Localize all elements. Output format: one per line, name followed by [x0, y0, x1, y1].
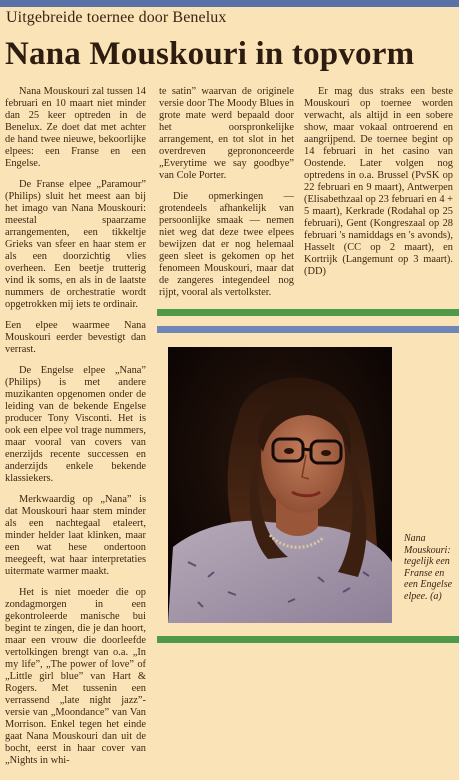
top-rule [0, 0, 459, 7]
paragraph: De Engelse elpee „Nana” (Philips) is met andere muzikanten opgenomen onder de leiding van de bekende Engelse producer Tony Visconti. Het is ook een elpee vol trage nummers, maar vooral van covers van enerzijds recente successen en anderzijds enkele bekende klassiekers. [5, 365, 146, 484]
article-kicker: Uitgebreide toernee door Benelux [6, 9, 227, 26]
divider-rule-green [157, 309, 459, 316]
paragraph: De Franse elpee „Paramour” (Philips) sluit het meest aan bij het imago van Nana Mouskouri: meestal spaarzame arrangementen, een tikkeltje Grieks van sfeer en haar stem er als een doorzichtig vlies overheen. Een beetje trutterig vind ik soms, en als in de laatste nummers de orchestratie wordt opgetrokken mij iets te ordinair. [5, 179, 146, 310]
divider-rule-blue [157, 326, 459, 333]
column-2 [159, 86, 294, 308]
paragraph: Er mag dus straks een beste Mouskouri op toernee worden verwacht, als altijd in een sobere show, maar vokaal ontroerend en aangrijpend. De toernee begint op 14 februari in het casino van Oostende. Later volgen nog optredens in o.a. Brussel (PvSK op 22 februari en 9 maart), Antwerpen (Elisabethzaal op 23 februari en 4 + 5 maart), Kerkrade (Rodahal op 25 februari), Gent (Kongreszaal op 28 februari 's namiddags en 's avonds), Hasselt (CC op 2 maart), en Kortrijk (Langemunt op 3 maart). (DD) [304, 86, 453, 277]
paragraph: Een elpee waarmee Nana Mouskouri eerder bevestigt dan verrast. [5, 320, 146, 355]
paragraph: Het is niet moeder die op zondagmorgen in een gekontroleerde manische bui begint te zingen, die je dan hoort, maar een vrouw die doorleefde vertolkingen brengt van o.a. „In my life”, „The power of love” of „Little girl blue” van Hart & Rogers. Met tussenin een verrassend „late night jazz”-versie van „Moondance” van Van Morrison. Enkel tegen het einde gaat Nana Mouskouri dan uit de bocht, eerst in haar cover van „Nights in whi- [5, 587, 146, 766]
paragraph: Nana Mouskouri zal tussen 14 februari en 10 maart niet minder dan 25 keer optreden in de Benelux. Ze doet dat met achter de hand twee nieuwe, bekoorlijke elpees: een Franse en een Engelse. [5, 86, 146, 169]
paragraph: Merkwaardig op „Nana” is dat Mouskouri haar stem minder als een nachtegaal etaleert, minder helder laat klinken, maar een wat hese ondertoon meegeeft, wat haar interpretaties uitermate warmer maakt. [5, 494, 146, 577]
column-3 [304, 86, 453, 287]
column-1 [5, 86, 146, 776]
divider-rule-bottom [157, 636, 459, 643]
paragraph: Die opmerkingen — grotendeels afhankelijk van persoonlijke smaak — nemen niet weg dat deze twee elpees bewijzen dat er nog helemaal geen sleet is gekomen op het fenomeen Mouskouri, maar dat de zangeres integendeel nog rijpt, vooral als vertolkster. [159, 191, 294, 298]
photo-caption: Nana Mouskouri: tegelijk een Franse en een Engelse elpee. (a) [404, 533, 453, 602]
article-headline: Nana Mouskouri in topvorm [5, 36, 415, 72]
portrait-illustration [168, 347, 392, 623]
paragraph: te satin” waarvan de originele versie door The Moody Blues in grote mate werd bepaald door het oorspronkelijke arrangement, en tot slot in het overdreven geprononceerde „Everytime we say goodbye” van Cole Porter. [159, 86, 294, 181]
portrait-photo [168, 347, 392, 623]
